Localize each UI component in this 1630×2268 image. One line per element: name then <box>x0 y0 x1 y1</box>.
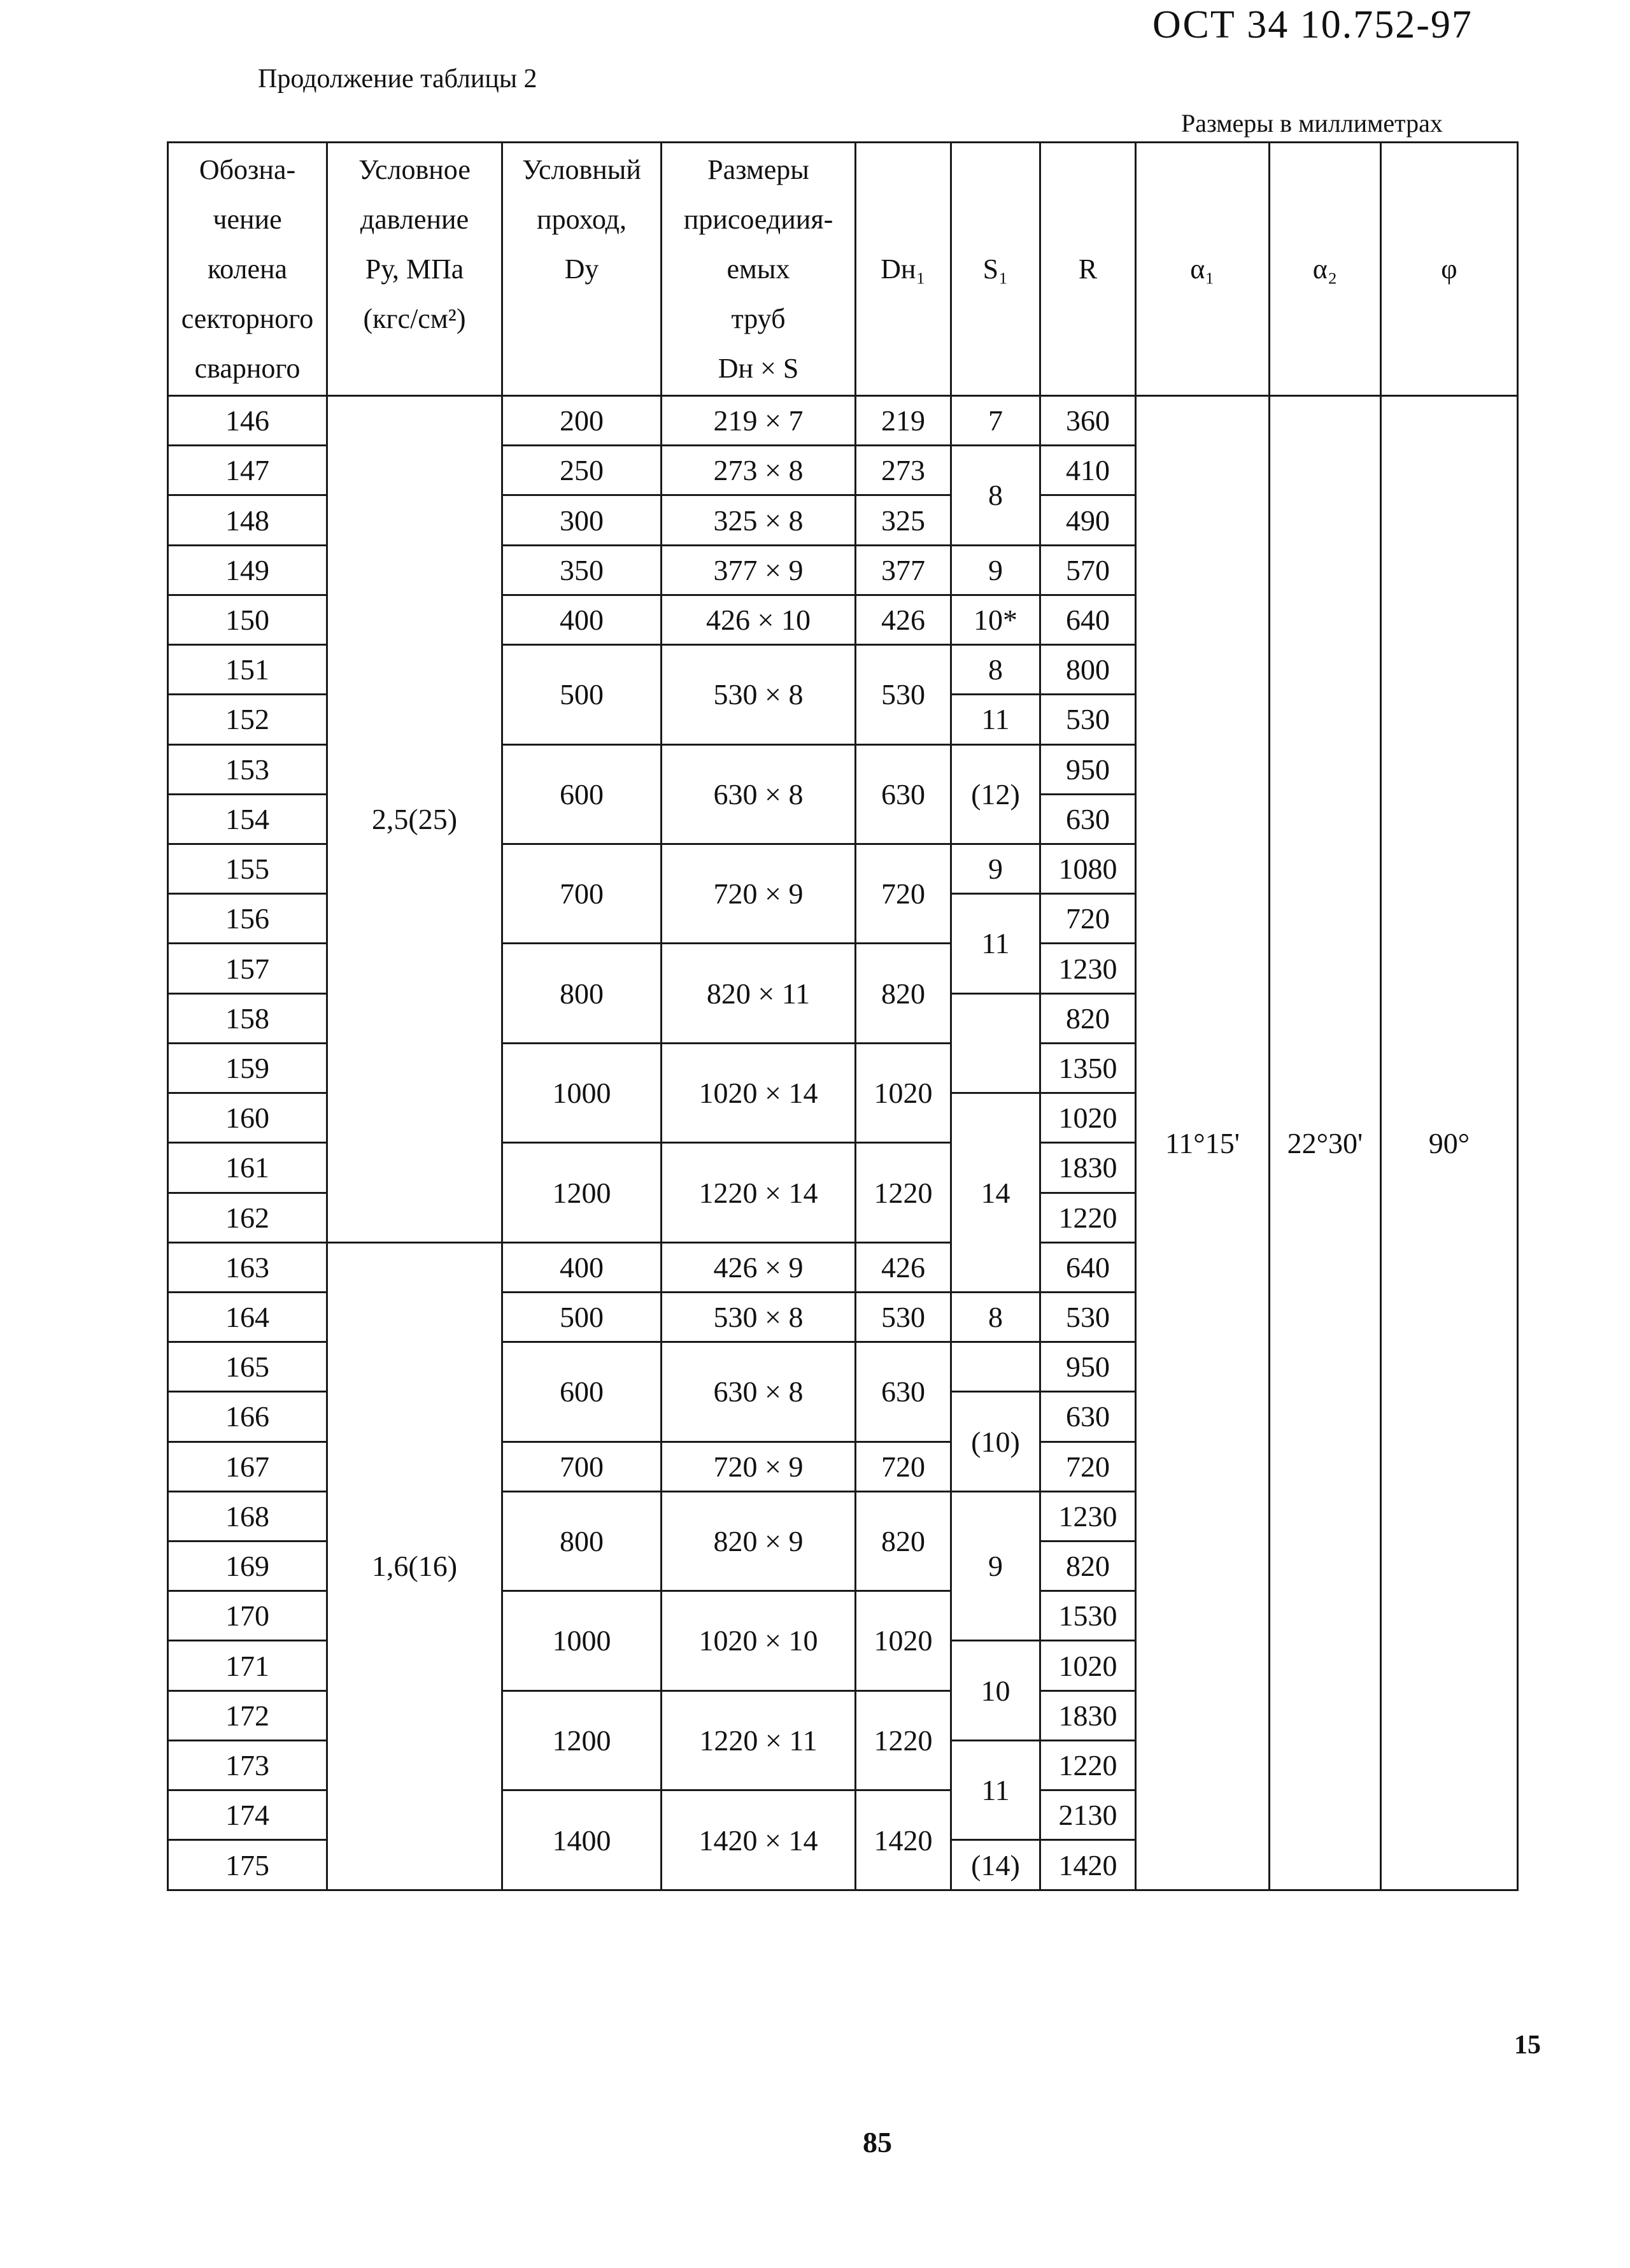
cell-r: 1080 <box>1040 844 1136 893</box>
cell-r: 530 <box>1040 695 1136 744</box>
header-pressure: Условное давление Ру, МПа (кгс/см²) <box>327 143 502 396</box>
header-alpha2: α₂ <box>1270 143 1381 396</box>
cell-dn1: 720 <box>856 844 951 943</box>
cell-dn1: 219 <box>856 396 951 446</box>
cell-r: 640 <box>1040 1242 1136 1292</box>
cell-r: 630 <box>1040 794 1136 844</box>
cell-nominal-passage: 500 <box>502 1292 662 1342</box>
cell-s1: (12) <box>951 744 1040 844</box>
cell-pipe-size: 325 × 8 <box>662 495 856 545</box>
cell-r: 1420 <box>1040 1840 1136 1890</box>
cell-s1: 9 <box>951 844 1040 893</box>
cell-pipe-size: 273 × 8 <box>662 446 856 495</box>
cell-alpha2: 22°30' <box>1270 396 1381 1890</box>
cell-designation: 175 <box>168 1840 327 1890</box>
cell-r: 360 <box>1040 396 1136 446</box>
cell-r: 640 <box>1040 595 1136 644</box>
cell-nominal-passage: 700 <box>502 1442 662 1491</box>
cell-pipe-size: 720 × 9 <box>662 844 856 943</box>
cell-pipe-size: 377 × 9 <box>662 545 856 595</box>
cell-designation: 149 <box>168 545 327 595</box>
cell-nominal-passage: 400 <box>502 595 662 644</box>
cell-pipe-size: 1220 × 11 <box>662 1690 856 1790</box>
cell-dn1: 1020 <box>856 1591 951 1690</box>
cell-designation: 155 <box>168 844 327 893</box>
header-pipe-sizes: Размеры присоедиия- емых труб Dн × S <box>662 143 856 396</box>
cell-s1: 8 <box>951 446 1040 545</box>
header-s1: S₁ <box>951 143 1040 396</box>
cell-r: 820 <box>1040 993 1136 1043</box>
cell-s1: 9 <box>951 1491 1040 1641</box>
cell-designation: 154 <box>168 794 327 844</box>
cell-s1: 14 <box>951 1093 1040 1293</box>
page-number: 15 <box>1514 2031 1541 2060</box>
cell-pipe-size: 426 × 9 <box>662 1242 856 1292</box>
cell-pipe-size: 1420 × 14 <box>662 1790 856 1890</box>
cell-s1: 10* <box>951 595 1040 644</box>
cell-r: 950 <box>1040 1342 1136 1392</box>
cell-nominal-passage: 1400 <box>502 1790 662 1890</box>
cell-designation: 173 <box>168 1740 327 1790</box>
cell-dn1: 630 <box>856 744 951 844</box>
cell-designation: 165 <box>168 1342 327 1392</box>
cell-r: 530 <box>1040 1292 1136 1342</box>
header-r: R <box>1040 143 1136 396</box>
cell-designation: 171 <box>168 1641 327 1690</box>
cell-pipe-size: 1220 × 14 <box>662 1143 856 1242</box>
cell-nominal-passage: 800 <box>502 944 662 1043</box>
cell-designation: 169 <box>168 1542 327 1591</box>
cell-r: 720 <box>1040 1442 1136 1491</box>
cell-r: 1020 <box>1040 1093 1136 1143</box>
cell-s1: 11 <box>951 695 1040 744</box>
cell-s1: 9 <box>951 545 1040 595</box>
cell-nominal-passage: 1200 <box>502 1690 662 1790</box>
cell-s1 <box>951 993 1040 1093</box>
cell-pipe-size: 630 × 8 <box>662 744 856 844</box>
standard-code: ОСТ 34 10.752-97 <box>1152 3 1473 46</box>
cell-nominal-passage: 1200 <box>502 1143 662 1242</box>
cell-r: 1220 <box>1040 1193 1136 1242</box>
cell-r: 1830 <box>1040 1690 1136 1740</box>
cell-dn1: 720 <box>856 1442 951 1491</box>
cell-designation: 163 <box>168 1242 327 1292</box>
cell-designation: 164 <box>168 1292 327 1342</box>
cell-dn1: 820 <box>856 1491 951 1591</box>
cell-designation: 146 <box>168 396 327 446</box>
cell-pressure: 2,5(25) <box>327 396 502 1243</box>
cell-nominal-passage: 800 <box>502 1491 662 1591</box>
cell-pipe-size: 530 × 8 <box>662 1292 856 1342</box>
footer-number: 85 <box>863 2126 892 2158</box>
cell-dn1: 1420 <box>856 1790 951 1890</box>
cell-r: 1350 <box>1040 1043 1136 1093</box>
units-note: Размеры в миллиметрах <box>1181 109 1443 138</box>
cell-alpha1: 11°15' <box>1136 396 1270 1890</box>
cell-s1: 10 <box>951 1641 1040 1740</box>
cell-s1: 11 <box>951 894 1040 993</box>
cell-designation: 150 <box>168 595 327 644</box>
cell-designation: 162 <box>168 1193 327 1242</box>
cell-r: 950 <box>1040 744 1136 794</box>
header-dn1: Dн₁ <box>856 143 951 396</box>
cell-s1: 8 <box>951 645 1040 695</box>
cell-dn1: 1020 <box>856 1043 951 1142</box>
cell-pipe-size: 820 × 9 <box>662 1491 856 1591</box>
cell-r: 570 <box>1040 545 1136 595</box>
cell-s1: (14) <box>951 1840 1040 1890</box>
cell-nominal-passage: 200 <box>502 396 662 446</box>
cell-designation: 152 <box>168 695 327 744</box>
cell-nominal-passage: 1000 <box>502 1043 662 1142</box>
cell-nominal-passage: 250 <box>502 446 662 495</box>
cell-designation: 153 <box>168 744 327 794</box>
cell-nominal-passage: 300 <box>502 495 662 545</box>
cell-dn1: 1220 <box>856 1143 951 1242</box>
cell-r: 1830 <box>1040 1143 1136 1193</box>
cell-pipe-size: 219 × 7 <box>662 396 856 446</box>
cell-r: 2130 <box>1040 1790 1136 1840</box>
cell-pipe-size: 720 × 9 <box>662 1442 856 1491</box>
cell-s1: 11 <box>951 1740 1040 1839</box>
cell-dn1: 377 <box>856 545 951 595</box>
cell-pipe-size: 820 × 11 <box>662 944 856 1043</box>
cell-designation: 168 <box>168 1491 327 1541</box>
cell-nominal-passage: 400 <box>502 1242 662 1292</box>
cell-nominal-passage: 600 <box>502 1342 662 1442</box>
cell-phi: 90° <box>1381 396 1518 1890</box>
cell-s1: (10) <box>951 1392 1040 1491</box>
cell-dn1: 325 <box>856 495 951 545</box>
cell-designation: 151 <box>168 645 327 695</box>
cell-nominal-passage: 500 <box>502 645 662 744</box>
cell-pipe-size: 530 × 8 <box>662 645 856 744</box>
elbow-dimensions-table <box>167 141 1519 1891</box>
cell-dn1: 426 <box>856 595 951 644</box>
cell-pipe-size: 1020 × 10 <box>662 1591 856 1690</box>
cell-designation: 147 <box>168 446 327 495</box>
cell-designation: 157 <box>168 944 327 993</box>
cell-nominal-passage: 1000 <box>502 1591 662 1690</box>
cell-designation: 172 <box>168 1690 327 1740</box>
cell-dn1: 426 <box>856 1242 951 1292</box>
cell-dn1: 820 <box>856 944 951 1043</box>
cell-r: 1220 <box>1040 1740 1136 1790</box>
cell-r: 820 <box>1040 1542 1136 1591</box>
cell-r: 410 <box>1040 446 1136 495</box>
cell-dn1: 1220 <box>856 1690 951 1790</box>
cell-designation: 160 <box>168 1093 327 1143</box>
cell-nominal-passage: 350 <box>502 545 662 595</box>
header-designation: Обозна- чение колена секторного сварного <box>168 143 327 396</box>
cell-nominal-passage: 700 <box>502 844 662 943</box>
cell-pipe-size: 426 × 10 <box>662 595 856 644</box>
cell-s1: 7 <box>951 396 1040 446</box>
cell-dn1: 273 <box>856 446 951 495</box>
cell-pipe-size: 1020 × 14 <box>662 1043 856 1142</box>
cell-r: 720 <box>1040 894 1136 944</box>
cell-designation: 166 <box>168 1392 327 1442</box>
cell-designation: 158 <box>168 993 327 1043</box>
cell-r: 490 <box>1040 495 1136 545</box>
cell-designation: 156 <box>168 894 327 944</box>
cell-s1 <box>951 1342 1040 1392</box>
cell-designation: 159 <box>168 1043 327 1093</box>
header-passage: Условный проход, Dу <box>502 143 662 396</box>
cell-pressure: 1,6(16) <box>327 1242 502 1890</box>
cell-designation: 170 <box>168 1591 327 1641</box>
cell-dn1: 630 <box>856 1342 951 1442</box>
cell-dn1: 530 <box>856 645 951 744</box>
table-header-row <box>168 143 1518 396</box>
cell-designation: 174 <box>168 1790 327 1840</box>
cell-dn1: 530 <box>856 1292 951 1342</box>
cell-designation: 167 <box>168 1442 327 1491</box>
cell-s1: 8 <box>951 1292 1040 1342</box>
cell-pipe-size: 630 × 8 <box>662 1342 856 1442</box>
cell-designation: 148 <box>168 495 327 545</box>
cell-r: 1230 <box>1040 1491 1136 1541</box>
header-phi: φ <box>1381 143 1518 396</box>
cell-designation: 161 <box>168 1143 327 1193</box>
table-continuation-caption: Продолжение таблицы 2 <box>258 64 537 94</box>
table-row <box>168 396 1518 446</box>
cell-r: 800 <box>1040 645 1136 695</box>
cell-r: 1020 <box>1040 1641 1136 1690</box>
cell-nominal-passage: 600 <box>502 744 662 844</box>
cell-r: 1230 <box>1040 944 1136 993</box>
header-alpha1: α₁ <box>1136 143 1270 396</box>
cell-r: 1530 <box>1040 1591 1136 1641</box>
cell-r: 630 <box>1040 1392 1136 1442</box>
